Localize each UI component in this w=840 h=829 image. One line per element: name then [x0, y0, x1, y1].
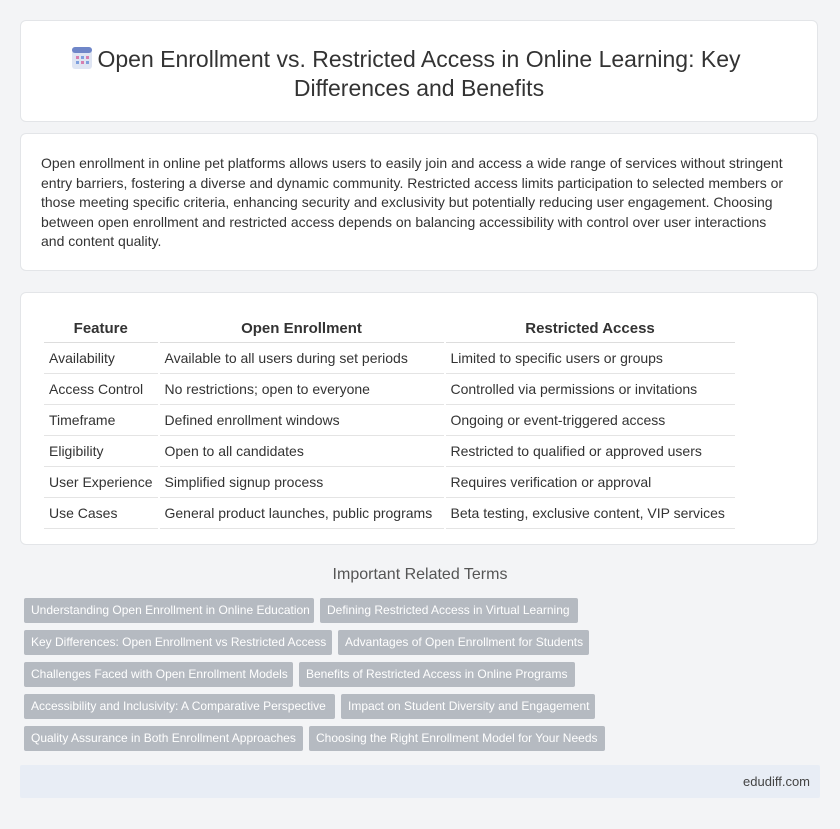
table-cell: Controlled via permissions or invitations — [446, 374, 735, 405]
table-cell: Open to all candidates — [160, 436, 444, 467]
table-cell: Ongoing or event-triggered access — [446, 405, 735, 436]
header-card — [20, 20, 818, 122]
table-row — [44, 436, 735, 467]
table-cell: User Experience — [44, 467, 158, 498]
footer-bar — [20, 765, 820, 798]
table-row — [44, 498, 735, 529]
table-cell: Use Cases — [44, 498, 158, 529]
table-cell: Limited to specific users or groups — [446, 343, 735, 374]
related-terms-title: Important Related Terms — [332, 566, 508, 583]
related-term-tag[interactable]: Advantages of Open Enrollment for Students — [338, 630, 589, 655]
table-cell: Available to all users during set periods — [160, 343, 444, 374]
table-cell: Restricted to qualified or approved users — [446, 436, 735, 467]
related-term-tag[interactable]: Quality Assurance in Both Enrollment Approaches — [24, 726, 303, 751]
table-cell: Simplified signup process — [160, 467, 444, 498]
header-restricted-access: Restricted Access — [446, 315, 735, 343]
table-cell: Defined enrollment windows — [160, 405, 444, 436]
related-term-tag[interactable]: Accessibility and Inclusivity: A Comparative Perspective — [24, 694, 335, 719]
related-term-tag[interactable]: Key Differences: Open Enrollment vs Restricted Access — [24, 630, 332, 655]
table-row — [44, 343, 735, 374]
related-term-tag[interactable]: Impact on Student Diversity and Engagement — [341, 694, 595, 719]
header-open-enrollment: Open Enrollment — [160, 315, 444, 343]
table-row — [44, 374, 735, 405]
related-term-tag[interactable]: Choosing the Right Enrollment Model for Your Needs — [309, 726, 605, 751]
comparison-table — [42, 315, 737, 529]
page-title: Open Enrollment vs. Restricted Access in Online Learning: Key Differences and Benefits — [97, 46, 741, 101]
related-term-tag[interactable]: Defining Restricted Access in Virtual Learning — [320, 598, 578, 623]
related-term-tag[interactable]: Challenges Faced with Open Enrollment Models — [24, 662, 293, 687]
table-cell: Availability — [44, 343, 158, 374]
table-cell: Eligibility — [44, 436, 158, 467]
header-feature: Feature — [44, 315, 158, 343]
table-cell: Access Control — [44, 374, 158, 405]
table-cell: Requires verification or approval — [446, 467, 735, 498]
related-term-tag[interactable]: Benefits of Restricted Access in Online Programs — [299, 662, 575, 687]
footer-site-link[interactable]: edudiff.com — [743, 774, 810, 789]
comparison-table-card — [20, 292, 818, 545]
intro-card — [20, 133, 818, 271]
table-cell: Beta testing, exclusive content, VIP services — [446, 498, 735, 529]
related-term-tag[interactable]: Understanding Open Enrollment in Online Education — [24, 598, 314, 623]
table-row — [44, 405, 735, 436]
table-header-row — [44, 315, 735, 343]
intro-paragraph: Open enrollment in online pet platforms allows users to easily join and access a wide range of services without stringent entry barriers, fostering a diverse and dynamic community. Restricted access limits participation to selected members or those meeting specific criteria, enhancing security and exclusivity but potentially reducing user engagement. Choosing between open enrollment and restricted access depends on balancing accessibility with control over user interactions and content quality. — [41, 155, 784, 250]
table-cell: Timeframe — [44, 405, 158, 436]
table-cell: No restrictions; open to everyone — [160, 374, 444, 405]
table-row — [44, 467, 735, 498]
table-cell: General product launches, public programs — [160, 498, 444, 529]
